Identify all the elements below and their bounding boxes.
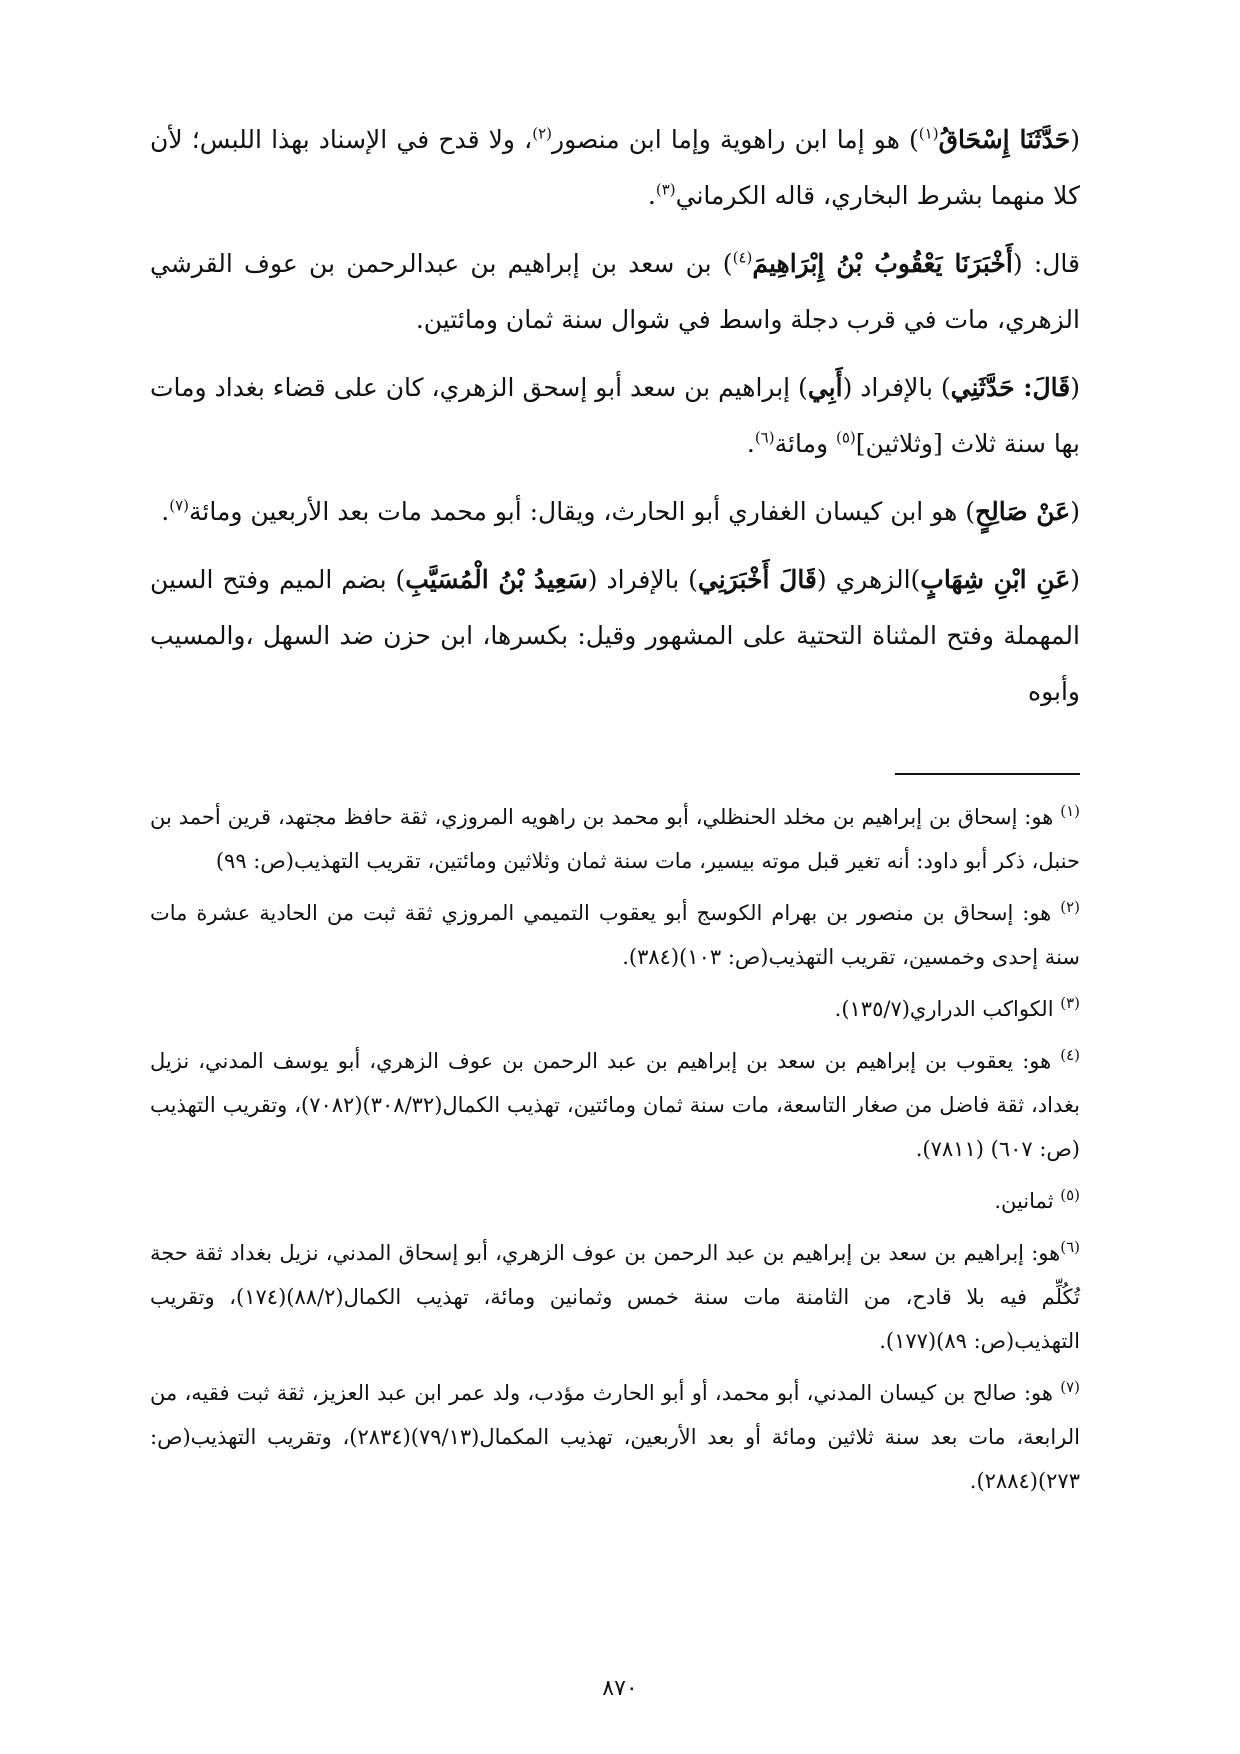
footnote-text: هو: صالح بن كيسان المدني، أبو محمد، أو أبو الحارث مؤدب، ولد عمر ابن عبد العزيز، ثقة ثبت فقيه، من الرابعة، مات بعد سنة ثلاثين ومائة أو بعد الأربعين، تهذيب المكمال(٧٩/١٣)(٢٨٣٤)، وتقريب التهذيب(ص: ٢٧٣)(٢٨٨٤). [150, 1381, 1080, 1493]
footnote-number: (٧) [1060, 1378, 1080, 1396]
text-run: قال: ( [1012, 249, 1080, 278]
footnote-ref: (٧) [169, 496, 189, 515]
footnote-ref: (٣) [655, 180, 676, 199]
footnote-text: ثمانين. [994, 1189, 1061, 1213]
text-run: )الزهري ( [816, 565, 921, 594]
footnotes [150, 795, 1080, 1511]
bold-hadith-text: عَنْ صَالِحٍ [974, 497, 1071, 526]
footnote-3 [150, 987, 1080, 1031]
paragraph-4 [150, 484, 1080, 540]
footnote-ref: (٦) [754, 428, 775, 447]
paragraph-3 [150, 360, 1080, 472]
bold-hadith-text: حَدَّثَنَا إِسْحَاقُ [938, 125, 1071, 154]
footnote-text: هو: إسحاق بن إبراهيم بن مخلد الحنظلي، أبو محمد بن راهويه المروزي، ثقة حافظ مجتهد، قرين أحمد بن حنبل، ذكر أبو داود: أنه تغير قبل موته بيسير، مات سنة ثمان وثلاثين ومائتين، تقريب التهذيب(ص: ٩٩) [150, 805, 1080, 873]
footnote-5 [150, 1179, 1080, 1223]
footnote-number: (٣) [1060, 994, 1080, 1012]
text-run: . [647, 181, 656, 210]
bold-hadith-text: سَعِيدُ بْنُ الْمُسَيَّبِ [405, 565, 588, 594]
text-run: ( [1070, 497, 1080, 526]
footnote-ref: (١) [918, 124, 939, 143]
text-run: ومائة [774, 429, 836, 458]
bold-hadith-text: أَخْبَرَنَا يَعْقُوبُ بْنُ إِبْرَاهِيمَ [752, 249, 1013, 278]
footnote-number: (١) [1060, 802, 1080, 820]
footnote-separator [895, 773, 1080, 775]
footnote-number: (٥) [1060, 1186, 1080, 1204]
bold-hadith-text: أَبِي [807, 373, 843, 402]
main-text [150, 112, 1080, 732]
text-run: ) هو ابن كيسان الغفاري أبو الحارث، ويقال: أبو محمد مات بعد الأربعين ومائة [189, 497, 975, 526]
paragraph-5 [150, 552, 1080, 720]
text-run: . [746, 429, 755, 458]
footnote-ref: (٤) [732, 248, 753, 267]
footnote-text: الكواكب الدراري(١٣٥/٧). [834, 997, 1061, 1021]
text-run: ) بالإفراد ( [842, 373, 951, 402]
paragraph-1 [150, 112, 1080, 224]
text-run: ) بالإفراد ( [587, 565, 698, 594]
bold-hadith-text: قَالَ: حَدَّثَنِي [950, 373, 1071, 402]
footnote-text: هو: إسحاق بن منصور بن بهرام الكوسج أبو يعقوب التميمي المروزي ثقة ثبت من الحادية عشرة مات سنة إحدى وخمسين، تقريب التهذيب(ص: ١٠٣)(٣٨٤). [150, 901, 1080, 969]
page-number: ٨٧٠ [602, 1676, 638, 1701]
footnote-1 [150, 795, 1080, 883]
footnote-7 [150, 1371, 1080, 1503]
text-run: ) إبراهيم بن سعد أبو إسحق الزهري، كان على قضاء بغداد ومات بها سنة ثلاث [وثلاثين] [150, 373, 1080, 458]
footnote-6 [150, 1231, 1080, 1363]
footnote-number: (٢) [1060, 898, 1080, 916]
paragraph-2 [150, 236, 1080, 348]
text-run: ، ولا قدح في الإسناد بهذا اللبس؛ لأن كلا منهما بشرط البخاري، قاله الكرماني [150, 125, 1080, 210]
footnote-text: هو: يعقوب بن إبراهيم بن سعد بن إبراهيم بن عبد الرحمن بن عوف الزهري، أبو يوسف المدني، نزيل بغداد، ثقة فاضل من صغار التاسعة، مات سنة ثمان ومائتين، تهذيب الكمال(٣٠٨/٣٢)(٧٠٨٢)، وتقريب التهذيب (ص: ٦٠٧) (٧٨١١). [150, 1049, 1080, 1161]
text-run: ) بضم الميم وفتح السين المهملة وفتح المثناة التحتية على المشهور وقيل: بكسرها، ابن حزن ضد السهل ،والمسيب وأبوه [150, 565, 1080, 706]
text-run: ) هو إما ابن راهوية وإما ابن منصور [552, 125, 919, 154]
footnote-4 [150, 1039, 1080, 1171]
text-run: ( [1070, 373, 1080, 402]
footnote-number: (٤) [1060, 1046, 1080, 1064]
footnote-ref: (٢) [532, 124, 552, 143]
bold-hadith-text: قَالَ أَخْبَرَنِي [697, 565, 817, 594]
footnote-text: هو: إبراهيم بن سعد بن إبراهيم بن عبد الرحمن بن عوف الزهري، أبو إسحاق المدني، نزيل بغداد ثقة حجة تُكُلِّم فيه بلا قادح، من الثامنة مات سنة خمس وثمانين ومائة، تهذيب الكمال(٨٨/٢)(١٧٤)، وتقريب التهذيب(ص: ٨٩)(١٧٧). [150, 1241, 1080, 1353]
text-run: ( [1070, 125, 1080, 154]
text-run: ( [1070, 565, 1081, 594]
bold-hadith-text: عَنِ ابْنِ شِهَابٍ [920, 565, 1071, 594]
footnote-ref: (٥) [835, 428, 856, 447]
footnote-2 [150, 891, 1080, 979]
text-run: . [161, 497, 170, 526]
footnote-number: (٦) [1060, 1238, 1080, 1256]
text-run: ) بن سعد بن إبراهيم بن عبدالرحمن بن عوف القرشي الزهري، مات في قرب دجلة واسط في شوال سنة ثمان ومائتين. [150, 249, 1080, 334]
